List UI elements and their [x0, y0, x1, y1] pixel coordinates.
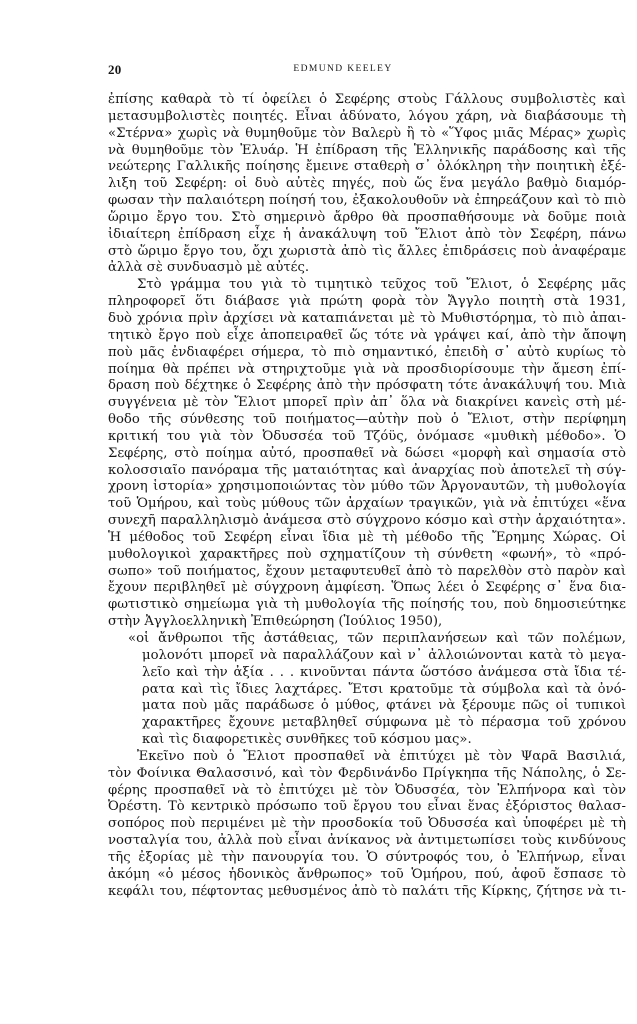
paragraph: [108, 92, 626, 277]
text-line: μετασυμβολιστὲς ποιητές. Εἶναι ἀδύνατο, λόγου χάρη, νὰ διαβάσουμε τὴ: [108, 108, 626, 124]
text-line: στὸ ὥριμο ἔργο του, ὄχι χωριστὰ ἀπὸ τὶς ἄλλες ἐπιδράσεις ποὺ ἀναφέραμε: [108, 243, 626, 259]
text-line: ματα ποὺ μᾶς παράδωσε ὁ μύθος, φτάνει νὰ ξέρουμε πῶς οἱ τυπικοὶ: [142, 698, 626, 714]
text-line: ποίημα θὰ πρέπει νὰ στηριχτοῦμε γιὰ νὰ προσδιορίσουμε τὴν ἄμεση ἐπί-: [108, 361, 626, 377]
text-line: καὶ τὶς διαφορετικὲς συνθῆκες τοῦ κόσμου μας».: [142, 732, 472, 748]
block-quote: [108, 631, 626, 749]
text-line: κεφάλι του, πέφτοντας μεθυσμένος ἀπὸ τὸ παλάτι τῆς Κίρκης, ζήτησε νὰ τι-: [108, 883, 626, 899]
text-line: πληροφορεῖ ὅτι διάβασε γιὰ πρώτη φορὰ τὸν Ἄγγλο ποιητὴ στὰ 1931,: [108, 294, 626, 310]
text-line: κριτική του γιὰ τὸν Ὀδυσσέα τοῦ Τζόϋς, ὀνόμασε «μυθικὴ μέθοδο». Ὁ: [108, 428, 626, 444]
text-line: φωτιστικὸ σημείωμα γιὰ τὴ μυθολογία τῆς ποίησής του, ποὺ δημοσιεύτηκε: [108, 597, 626, 613]
text-line: ὥριμο ἔργο του. Στὸ σημερινὸ ἄρθρο θὰ προσπαθήσουμε νὰ δοῦμε ποιὰ: [108, 209, 626, 225]
text-line: φέρης προσπαθεῖ νὰ τὸ ἐπιτύχει μὲ τὸν Ὀδυσσέα, τὸν Ἐλπήνορα καὶ τὸν: [108, 782, 626, 798]
text-line: λεῖο καὶ τὴν ἀξία . . . κινοῦνται πάντα ὥστόσο ἀνάμεσα στὰ ἴδια τέ-: [142, 664, 626, 680]
article-body: [108, 92, 626, 901]
text-line: ρατα καὶ τὶς ἴδιες λαχτάρες. Ἔτσι κρατοῦμε τὰ σύμβολα καὶ τὰ ὀνό-: [142, 681, 626, 697]
text-line: ἰδιαίτερη ἐπίδραση εἶχε ἡ ἀνακάλυψη τοῦ Ἔλιοτ ἀπὸ τὸν Σεφέρη, πάνω: [108, 226, 626, 242]
text-line: σωπο» τοῦ ποιήματος, ἔχουν μεταφυτευθεῖ ἀπὸ τὸ παρελθὸν στὸ παρὸν καὶ: [108, 563, 626, 579]
text-line: ἐπίσης καθαρὰ τὸ τί ὀφείλει ὁ Σεφέρης στοὺς Γάλλους συμβολιστὲς καὶ: [108, 92, 626, 107]
text-line: χαρακτῆρες ἔχουνε μεταβληθεῖ σύμφωνα μὲ τὸ πέρασμα τοῦ χρόνου: [142, 715, 626, 731]
text-line: ἀκόμη «ὁ μέσος ἡδονικὸς ἄνθρωπος» τοῦ Ὁμήρου, πού, ἀφοῦ ἔσπασε τὸ: [108, 866, 626, 882]
text-line: δραση ποὺ δέχτηκε ὁ Σεφέρης ἀπὸ τὴν πρόσφατη τότε ἀνακάλυψή του. Μιὰ: [108, 378, 626, 394]
text-line: τητικὸ ἔργο ποὺ εἶχε ἀποπειραθεῖ ὥς τότε νὰ γράψει καί, ἀπὸ τὴν ἄποψη: [108, 327, 626, 343]
running-head: EDMUND KEELEY: [293, 64, 393, 74]
text-line: Ἐκεῖνο ποὺ ὁ Ἔλιοτ προσπαθεῖ νὰ ἐπιτύχει μὲ τὸν Ψαρᾶ Βασιλιά,: [137, 748, 626, 764]
text-line: Στὸ γράμμα του γιὰ τὸ τιμητικὸ τεῦχος τοῦ Ἔλιοτ, ὁ Σεφέρης μᾶς: [137, 277, 626, 293]
page-number: 20: [108, 62, 122, 77]
text-line: στὴν Ἀγγλοελληνικὴ Ἐπιθεώρηση (Ἰούλιος 1950),: [108, 614, 443, 630]
paragraph: [108, 749, 626, 901]
text-line: τὸν Φοίνικα Θαλασσινό, καὶ τὸν Φερδινάνδο Πρίγκηπα τῆς Νάπολης, ὁ Σε-: [108, 765, 626, 781]
text-line: Ἡ μέθοδος τοῦ Σεφέρη εἶναι ἴδια μὲ τὴ μέθοδο τῆς Ἔρημης Χώρας. Οἱ: [108, 529, 626, 545]
text-line: νὰ θυμηθοῦμε τὸν Ἐλυάρ. Ἡ ἐπίδραση τῆς Ἑλληνικῆς παράδοσης καὶ τῆς: [108, 142, 626, 158]
text-line: Σεφέρης, στὸ ποίημα αὐτό, προσπαθεῖ νὰ δώσει «μορφὴ καὶ σημασία στὸ: [108, 445, 626, 461]
text-line: «οἱ ἄνθρωποι τῆς ἀστάθειας, τῶν περιπλανήσεων καὶ τῶν πολέμων,: [128, 631, 626, 646]
text-line: ἀλλὰ σὲ συνδυασμὸ μὲ αὐτές.: [108, 260, 310, 276]
text-line: νεώτερης Γαλλικῆς ποίησης ἔμεινε σταθερὴ σ᾽ ὁλόκληρη τὴν ποιητικὴ ἐξέ-: [108, 159, 626, 175]
text-line: νοσταλγία του, ἀλλὰ ποὺ εἶναι ἀνίκανος νὰ ἀντιμετωπίσει τοὺς κινδύνους: [108, 833, 626, 849]
text-line: «Στέρνα» χωρὶς νὰ θυμηθοῦμε τὸν Βαλερὺ ἢ τὸ «Ὕφος μιᾶς Μέρας» χωρὶς: [108, 125, 626, 141]
text-line: σοπόρος ποὺ περιμένει μὲ τὴν προσδοκία τοῦ Ὀδυσσέα καὶ ὑποφέρει μὲ τὴ: [108, 816, 626, 832]
paragraph: [108, 277, 626, 631]
text-line: χρονη ἱστορία» χρησιμοποιώντας τὸν μύθο τῶν Ἀργοναυτῶν, τὴ μυθολογία: [108, 479, 626, 495]
text-line: συνεχῆ παραλληλισμὸ ἀνάμεσα στὸ σύγχρονο κόσμο καὶ στὴν ἀρχαιότητα».: [108, 513, 626, 529]
text-line: τῆς ἐξορίας μὲ τὴν πανουργία του. Ὁ σύντροφός του, ὁ Ἐλπήνωρ, εἶναι: [108, 849, 626, 865]
text-line: τοῦ Ὁμήρου, καὶ τοὺς μύθους τῶν ἀρχαίων τραγικῶν, γιὰ νὰ ἐπιτύχει «ἕνα: [108, 496, 626, 512]
text-line: δυὸ χρόνια πρὶν ἀρχίσει νὰ καταπιάνεται μὲ τὸ Μυθιστόρημα, τὸ πιὸ ἀπαι-: [108, 310, 626, 326]
text-line: μυθολογικοὶ χαρακτῆρες ποὺ σχηματίζουν τὴ σύνθετη «φωνή», τὸ «πρό-: [108, 546, 626, 562]
text-line: φωσαν τὴν παλαιότερη ποίησή του, ἐξακολουθοῦν νὰ ἐπηρεάζουν καὶ τὸ πιὸ: [108, 193, 626, 209]
text-line: λιξη τοῦ Σεφέρη: οἱ δυὸ αὐτὲς πηγές, ποὺ ὥς ἕνα μεγάλο βαθμὸ διαμόρ-: [108, 176, 626, 192]
text-line: κολοσσιαῖο πανόραμα τῆς ματαιότητας καὶ ἀναρχίας ποὺ ἀποτελεῖ τὴ σύγ-: [108, 462, 626, 478]
text-line: ἔχουν περιβληθεῖ μὲ σύγχρονη ἀμφίεση. Ὅπως λέει ὁ Σεφέρης σ᾽ ἕνα δια-: [108, 580, 626, 596]
text-line: συγγένεια μὲ τὸν Ἔλιοτ μπορεῖ πρὶν ἀπ᾽ ὅλα νὰ διακρίνει κανεὶς στὴ μέ-: [108, 395, 626, 411]
text-line: μολονότι μπορεῖ νὰ παραλλάζουν καὶ ν᾽ ἀλλοιώνονται κατὰ τὸ μεγα-: [142, 647, 626, 663]
text-line: θοδο τῆς σύνθεσης τοῦ ποιήματος—αὐτὴν ποὺ ὁ Ἔλιοτ, στὴν περίφημη: [108, 412, 626, 428]
page-header: [108, 62, 626, 78]
text-line: ποὺ μᾶς ἐνδιαφέρει σήμερα, τὸ πιὸ σημαντικό, ἐπειδὴ σ᾽ αὐτὸ κυρίως τὸ: [108, 344, 626, 360]
text-line: Ὀρέστη. Τὸ κεντρικὸ πρόσωπο τοῦ ἔργου του εἶναι ἕνας ἐξόριστος θαλασ-: [108, 799, 626, 815]
